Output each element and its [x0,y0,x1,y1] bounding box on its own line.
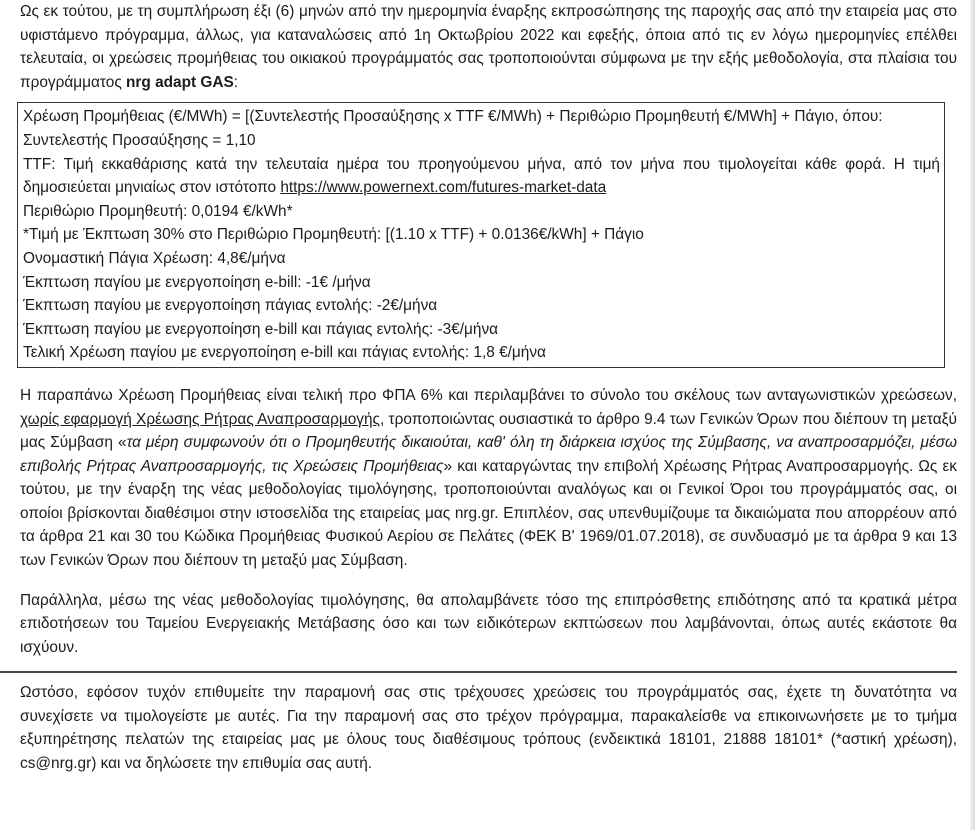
coefficient-line: Συντελεστής Προσαύξησης = 1,10 [23,131,256,149]
terms-paragraph [20,384,957,573]
intro-paragraph [20,0,957,94]
terms-text-b: , τροποποιώντας ουσιαστικά το άρθρο 9.4 των Γενικών Όρων που διέπουν τη μεταξύ μας Σύμβαση « [20,410,957,452]
terms-text-a: Η παραπάνω Χρέωση Προμήθειας είναι τελική προ ΦΠΑ 6% και περιλαμβάνει το σύνολο του σκέλους των ανταγωνιστικών χρεώσεων, [20,386,957,404]
formula-line: Χρέωση Προμήθειας (€/MWh) = [(Συντελεστής Προσαύξησης x TTF €/MWh) + Περιθώριο Προμηθευτή €/MWh] + Πάγιο, όπου: [23,108,883,126]
article-quote: τα μέρη συμφωνούν ότι ο Προμηθευτής δικαιούται, καθ' όλη τη διάρκεια ισχύος της Σύμβασης, να αναπροσαρμόζει, μέσω επιβολής Ρήτρας Αναπροσαρμογής, τις Χρεώσεις Προμήθειας [20,434,958,475]
subsidy-paragraph: Παράλληλα, μέσω της νέας μεθοδολογίας τιμολόγησης, θα απολαμβάνετε τόσο της επιπρόσθετης επιδότησης από τα κρατικά μέτρα επιδοτήσεων του Ταμείου Ενεργειακής Μετάβασης όσο και των ειδικότερων εκπτώσεων που λαμβάνονται, όπως αυτές εκάστοτε θα ισχύουν. [20,591,957,656]
letter-page [20,0,957,775]
terms-text-c: » και καταργώντας την επιβολή Χρέωσης Ρήτρας Αναπροσαρμογής. Ως εκ τούτου, με την έναρξη της νέας μεθοδολογίας τιμολόγησης, τροποποιούνται αναλόγως και οι Γενικοί Όροι του προγράμματός σας, οι οποίοι βρίσκονται διαθέσιμοι στην ιστοσελίδα της εταιρείας μας nrg.gr. Επιπλέον, σας υπενθυμίζουμε τα δικαιώματα που απορρέουν από τα άρθρα 21 και 30 του Κώδικα Προμήθειας Φυσικού Αερίου σε Πελάτες (ΦΕΚ Β' 1969/01.07.2018), σε συνδυασμό με τα άρθρα 9 και 13 των Γενικών Όρων που διέπουν τη μεταξύ μας Σύμβαση. [20,457,958,570]
ebill-discount-line: Έκπτωση παγίου με ενεργοποίηση e-bill: -1€ /μήνα [23,273,371,291]
powernext-link[interactable]: https://www.powernext.com/futures-market-data [280,179,607,197]
combined-discount-line: Έκπτωση παγίου με ενεργοποίηση e-bill και πάγιας εντολής: -3€/μήνα [23,320,499,338]
intro-text: Ως εκ τούτου, με τη συμπλήρωση έξι (6) μηνών από την ημερομηνία έναρξης εκπροσώπησης της παροχής σας από την εταιρεία μας στο υφιστάμενο πρόγραμμα, άλλως, για καταναλώσεις από 1η Οκτωβρίου 2022 και εφεξής, όποια από τις εν λόγω ημερομηνίες επέλθει τελευταία, οι χρεώσεις προμήθειας του οικιακού προγράμματός σας τροποποιούνται σύμφωνα με την εξής μεθοδολογία, στα πλαίσια του προγράμματος [20,3,957,91]
scan-divider [0,671,957,673]
ttf-text: TTF: Τιμή εκκαθάρισης κατά την τελευταία ημέρα του προηγούμενου μήνα, από τον μήνα που τιμολογείται κάθε φορά. Η τιμή δημοσιεύεται μηνιαίως στον ιστότοπο [23,155,940,197]
no-clause-underlined: χωρίς εφαρμογή Χρέωσης Ρήτρας Αναπροσαρμογής [20,410,380,428]
fixed-charge-line: Ονομαστική Πάγια Χρέωση: 4,8€/μήνα [23,249,286,267]
final-fixed-charge-line: Τελική Χρέωση παγίου με ενεργοποίηση e-bill και πάγιας εντολής: 1,8 €/μήνα [23,344,546,362]
discount-price-line: *Τιμή με Έκπτωση 30% στο Περιθώριο Προμηθευτή: [(1.10 x TTF) + 0.0136€/kWh] + Πάγιο [23,226,644,244]
ttf-line [23,153,940,200]
opt-out-paragraph: Ωστόσο, εφόσον τυχόν επιθυμείτε την παραμονή σας στις τρέχουσες χρεώσεις του προγράμματός σας, έχετε τη δυνατότητα να συνεχίσετε να τιμολογείστε με αυτές. Για την παραμονή σας στο τρέχον πρόγραμμα, παρακαλείσθε να επικοινωνήσετε με το τμήμα εξυπηρέτησης πελατών της εταιρείας μας με όλους τους διαθέσιμους τρόπους (ενδεικτικά 18101, 21888 18101* (*αστική χρέωση), cs@nrg.gr) και να δηλώσετε την επιθυμία σας αυτή. [20,683,957,772]
margin-line: Περιθώριο Προμηθευτή: 0,0194 €/kWh* [23,202,293,220]
scan-edge [970,0,975,830]
program-name: nrg adapt GAS [126,73,234,91]
intro-colon: : [233,73,239,91]
standing-order-discount-line: Έκπτωση παγίου με ενεργοποίηση πάγιας εντολής: -2€/μήνα [23,297,438,315]
pricing-box [17,102,945,368]
